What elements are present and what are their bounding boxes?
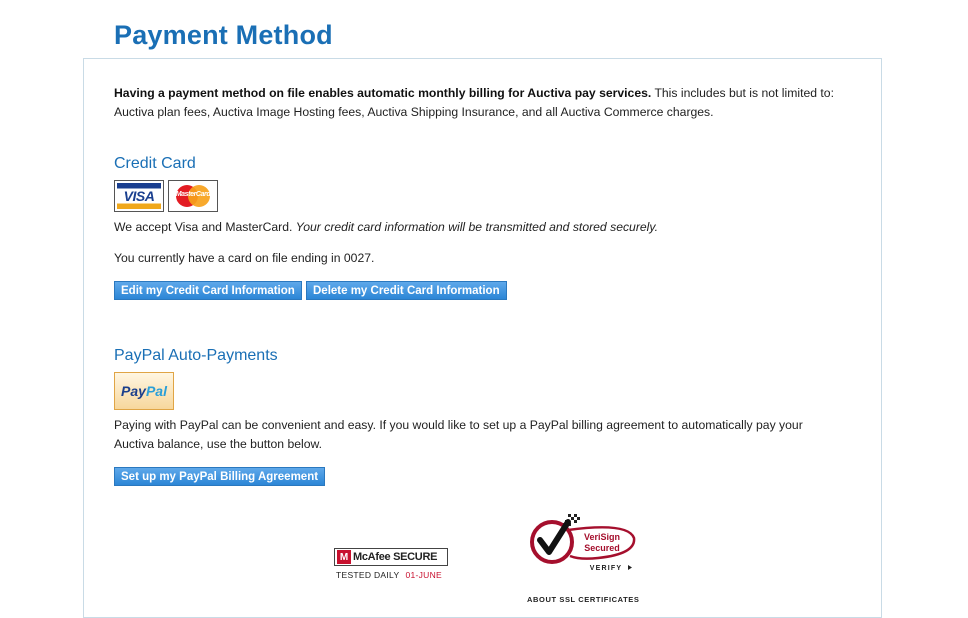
mcafee-tested-line bbox=[336, 570, 442, 580]
verisign-line1: VeriSign bbox=[583, 532, 621, 542]
mcafee-shield-icon: M bbox=[337, 550, 351, 564]
intro-text bbox=[114, 84, 859, 122]
credit-card-heading: Credit Card bbox=[114, 155, 196, 172]
accept-cards-text bbox=[114, 218, 658, 237]
verify-arrow-icon bbox=[628, 565, 632, 570]
setup-paypal-billing-button[interactable]: Set up my PayPal Billing Agreement bbox=[114, 467, 325, 486]
verisign-seal[interactable] bbox=[528, 512, 640, 576]
mastercard-icon bbox=[168, 180, 218, 212]
paypal-heading: PayPal Auto-Payments bbox=[114, 347, 278, 364]
visa-card-icon bbox=[114, 180, 164, 212]
visa-logo-text: VISA bbox=[123, 188, 155, 204]
edit-credit-card-button[interactable]: Edit my Credit Card Information bbox=[114, 281, 302, 300]
page-title: Payment Method bbox=[114, 20, 333, 50]
card-on-file-text: You currently have a card on file ending in 0027. bbox=[114, 251, 375, 265]
verisign-line2: Secured bbox=[584, 543, 620, 553]
intro-rest: This includes but is not limited to: Auctiva plan fees, Auctiva Image Hosting fees, Auctiva Shipping Insurance, and all Auctiva Commerce charges. bbox=[114, 86, 834, 119]
intro-bold: Having a payment method on file enables automatic monthly billing for Auctiva pay services. bbox=[114, 86, 652, 100]
mcafee-label: McAfee SECURE bbox=[353, 551, 438, 563]
paypal-logo-icon bbox=[114, 372, 174, 410]
paypal-logo-pal: Pal bbox=[145, 383, 167, 399]
mastercard-logo-text: MasterCard bbox=[175, 191, 211, 198]
about-ssl-link[interactable]: ABOUT SSL CERTIFICATES bbox=[527, 595, 640, 604]
verisign-verify: VERIFY bbox=[589, 565, 623, 572]
delete-credit-card-button[interactable]: Delete my Credit Card Information bbox=[306, 281, 507, 300]
mcafee-secure-badge[interactable] bbox=[333, 548, 449, 582]
payment-panel bbox=[83, 58, 882, 618]
mcafee-date-text: 01-JUNE bbox=[405, 570, 443, 580]
paypal-logo-pay: Pay bbox=[121, 383, 146, 399]
mcafee-tested-text: TESTED DAILY bbox=[336, 570, 400, 580]
secure-storage-text: Your credit card information will be transmitted and stored securely. bbox=[295, 220, 658, 234]
paypal-description: Paying with PayPal can be convenient and easy. If you would like to set up a PayPal billing agreement to automatically pay your Auctiva balance, use the button below. bbox=[114, 418, 803, 451]
accept-cards-plain: We accept Visa and MasterCard. bbox=[114, 220, 296, 234]
